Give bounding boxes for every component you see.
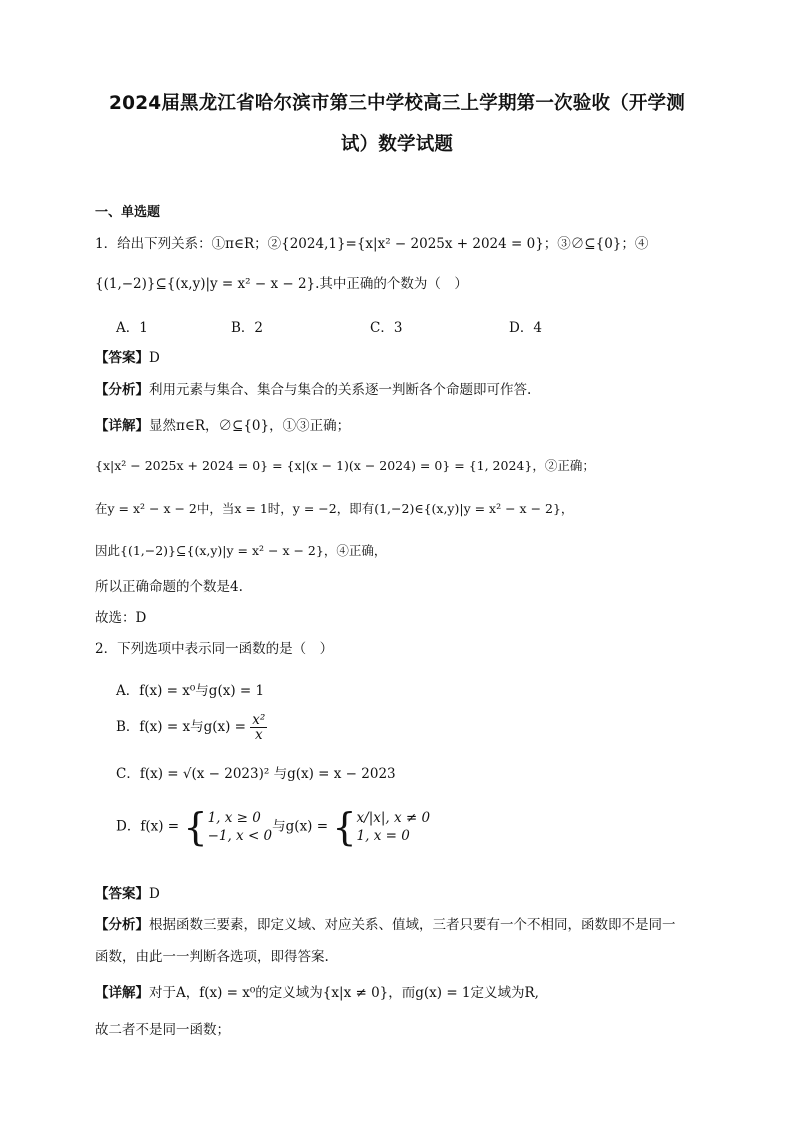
answer-tag: 【答案】: [95, 350, 149, 366]
q1-option-c: C．3: [370, 320, 403, 336]
fraction-denominator: x: [254, 727, 263, 743]
g-case-1: x/|x|, x ≠ 0: [356, 810, 431, 826]
analysis-tag: 【分析】: [95, 382, 149, 398]
q1-analysis: [95, 380, 531, 400]
q1-detail-line6: 故选：D: [95, 610, 147, 626]
q2-option-d-mid: 与g(x) =: [272, 818, 333, 835]
g-case-2: 1, x = 0: [356, 828, 410, 844]
detail-text: 对于A，f(x) = x⁰的定义域为{x|x ≠ 0}，而g(x) = 1定义域为R,: [149, 985, 539, 1001]
q2-detail-line1: [95, 983, 539, 1003]
q2-option-a: A．f(x) = x⁰与g(x) = 1: [116, 683, 265, 699]
q1-detail-line4: 因此{(1,−2)}⊆{(x,y)|y = x² − x − 2}，④正确，: [95, 543, 387, 558]
detail-tag: 【详解】: [95, 985, 149, 1001]
answer-value: D: [149, 350, 160, 366]
fraction-numerator: x²: [252, 712, 266, 728]
f-case-1: 1, x ≥ 0: [207, 810, 261, 826]
detail-tag: 【详解】: [95, 418, 149, 434]
left-brace-icon: {: [183, 805, 208, 849]
answer-tag: 【答案】: [95, 886, 149, 902]
q1-detail-line1: [95, 416, 350, 436]
left-brace-icon: {: [332, 805, 357, 849]
q2-analysis-line2: 函数，由此一一判断各选项，即得答案.: [95, 949, 329, 965]
analysis-tag: 【分析】: [95, 917, 149, 933]
q2-option-b: [116, 713, 267, 742]
q1-detail-line5: 所以正确命题的个数是4.: [95, 579, 243, 595]
detail-text: 显然π∈R，∅⊆{0}，①③正确；: [149, 418, 351, 434]
q1-detail-line2: {x|x² − 2025x + 2024 = 0} = {x|(x − 1)(x − 2024) = 0} = {1, 2024}，②正确；: [95, 458, 595, 473]
answer-value: D: [149, 886, 160, 902]
q1-detail-line3: 在y = x² − x − 2中，当x = 1时，y = −2，即有(1,−2)∈{(x,y)|y = x² − x − 2}，: [95, 501, 574, 516]
q1-answer: [95, 348, 160, 368]
q2-option-c: C．f(x) = √(x − 2023)² 与g(x) = x − 2023: [116, 766, 396, 782]
q2-option-d: [116, 805, 431, 849]
g-piecewise: [357, 809, 431, 845]
q2-detail-line2: 故二者不是同一函数；: [95, 1022, 230, 1038]
q1-stem-line2: {(1,−2)}⊆{(x,y)|y = x² − x − 2}.其中正确的个数为（ ）: [95, 276, 468, 292]
q2-option-b-fraction: [250, 713, 267, 742]
q2-option-d-text: D．f(x) =: [116, 818, 184, 835]
q2-option-b-text: B．f(x) = x与g(x) =: [116, 719, 251, 735]
q1-option-a: A．1: [116, 320, 148, 336]
q2-stem: 2．下列选项中表示同一函数的是（ ）: [95, 641, 334, 657]
analysis-text: 利用元素与集合、集合与集合的关系逐一判断各个命题即可作答.: [149, 382, 532, 398]
analysis-text: 根据函数三要素，即定义域、对应关系、值域，三者只要有一个不相同，函数即不是同一: [149, 917, 676, 933]
f-piecewise: [208, 809, 273, 845]
q1-stem-line1: 1．给出下列关系：①π∈R；②{2024,1}={x|x² − 2025x + 2024 = 0}；③∅⊆{0}；④: [95, 236, 649, 252]
exam-title-line2: 试）数学试题: [340, 134, 454, 155]
q1-option-d: D．4: [509, 320, 542, 336]
q2-answer: [95, 884, 160, 904]
section-heading: 一、单选题: [95, 205, 161, 220]
q2-analysis-line1: [95, 915, 676, 935]
f-case-2: −1, x < 0: [207, 828, 273, 844]
exam-title-line1: 2024届黑龙江省哈尔滨市第三中学校高三上学期第一次验收（开学测: [109, 93, 685, 114]
q1-option-b: B．2: [231, 320, 264, 336]
